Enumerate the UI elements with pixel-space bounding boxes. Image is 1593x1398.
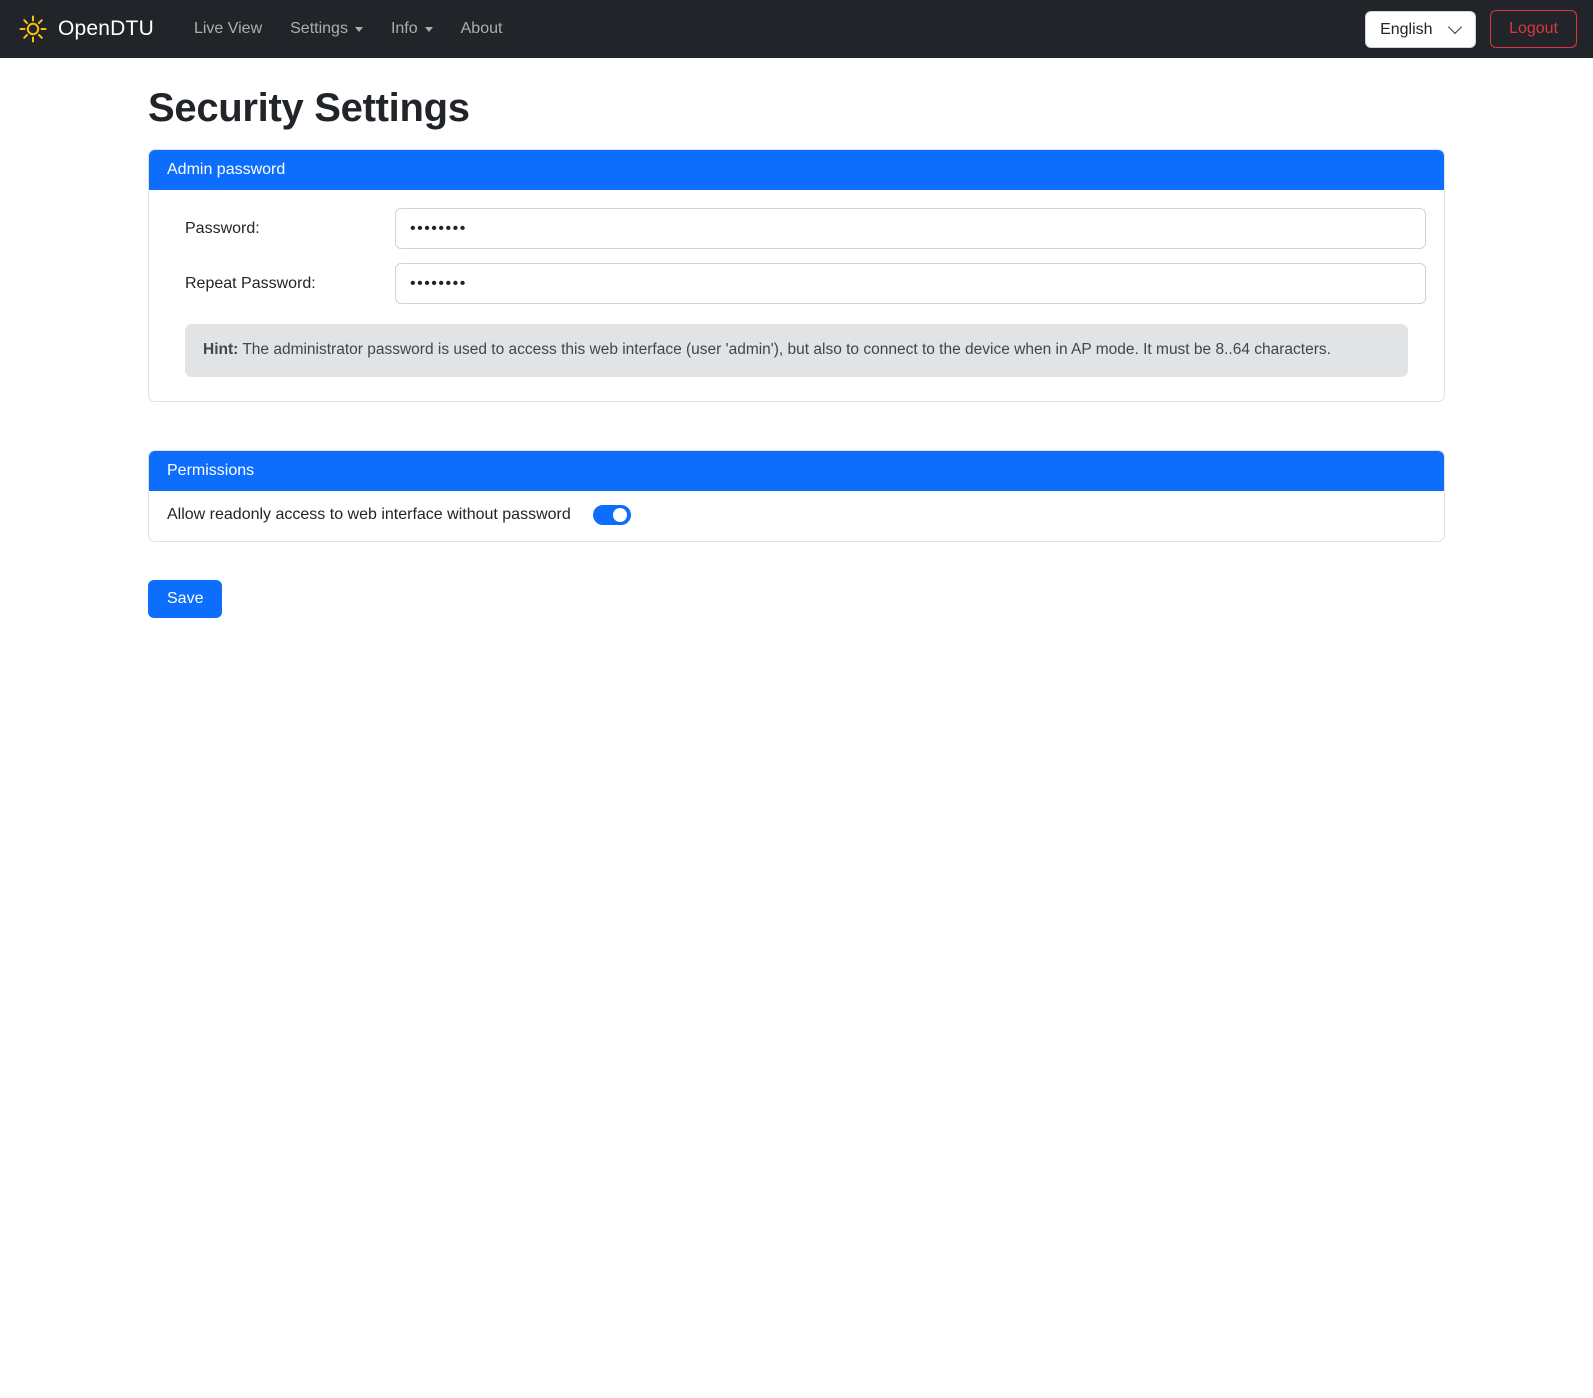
sun-icon — [18, 14, 48, 44]
save-button[interactable]: Save — [148, 580, 222, 618]
chevron-down-icon — [425, 27, 433, 32]
language-select-wrapper — [1365, 11, 1476, 48]
page-content — [0, 86, 1593, 1398]
admin-password-card-body — [149, 190, 1444, 401]
admin-password-card — [148, 149, 1445, 402]
permissions-card — [148, 450, 1445, 542]
logout-button[interactable]: Logout — [1490, 10, 1577, 48]
nav-item-about[interactable] — [447, 12, 517, 46]
password-label: Password: — [185, 219, 260, 237]
nav-item-live-view[interactable] — [180, 12, 276, 46]
nav-item-live-view-label: Live View — [193, 20, 263, 37]
page-title: Security Settings — [148, 86, 470, 130]
permissions-section — [148, 450, 1445, 542]
chevron-down-icon — [355, 27, 363, 32]
nav-item-settings-label: Settings — [290, 20, 348, 37]
nav-item-settings[interactable] — [276, 12, 377, 46]
password-hint-label: Hint: — [203, 341, 239, 358]
brand-logo[interactable] — [18, 14, 154, 44]
password-row — [167, 208, 1426, 249]
readonly-access-row — [149, 491, 1444, 541]
readonly-access-toggle[interactable] — [593, 505, 631, 525]
repeat-password-label: Repeat Password: — [185, 274, 316, 292]
repeat-password-input[interactable] — [395, 263, 1426, 304]
repeat-password-row — [167, 263, 1426, 304]
top-navbar — [0, 0, 1593, 58]
nav-links — [180, 12, 517, 46]
admin-password-section — [148, 149, 1445, 402]
page-bottom-spacer — [20, 618, 1573, 1398]
nav-item-about-label: About — [460, 20, 503, 37]
password-hint-text: The administrator password is used to access this web interface (user 'admin'), but also to connect to the device when in AP mode. It must be 8..64 characters. — [238, 341, 1331, 358]
nav-item-info-label: Info — [390, 20, 418, 37]
toggle-knob — [613, 508, 627, 522]
password-hint — [185, 324, 1408, 377]
readonly-access-label: Allow readonly access to web interface without password — [167, 505, 571, 523]
brand-name: OpenDTU — [58, 17, 154, 40]
password-input[interactable] — [395, 208, 1426, 249]
language-select[interactable] — [1365, 11, 1476, 48]
permissions-card-header: Permissions — [149, 451, 1444, 491]
admin-password-card-header: Admin password — [149, 150, 1444, 190]
navbar-right-group — [1365, 10, 1577, 48]
nav-item-info[interactable] — [377, 12, 447, 46]
